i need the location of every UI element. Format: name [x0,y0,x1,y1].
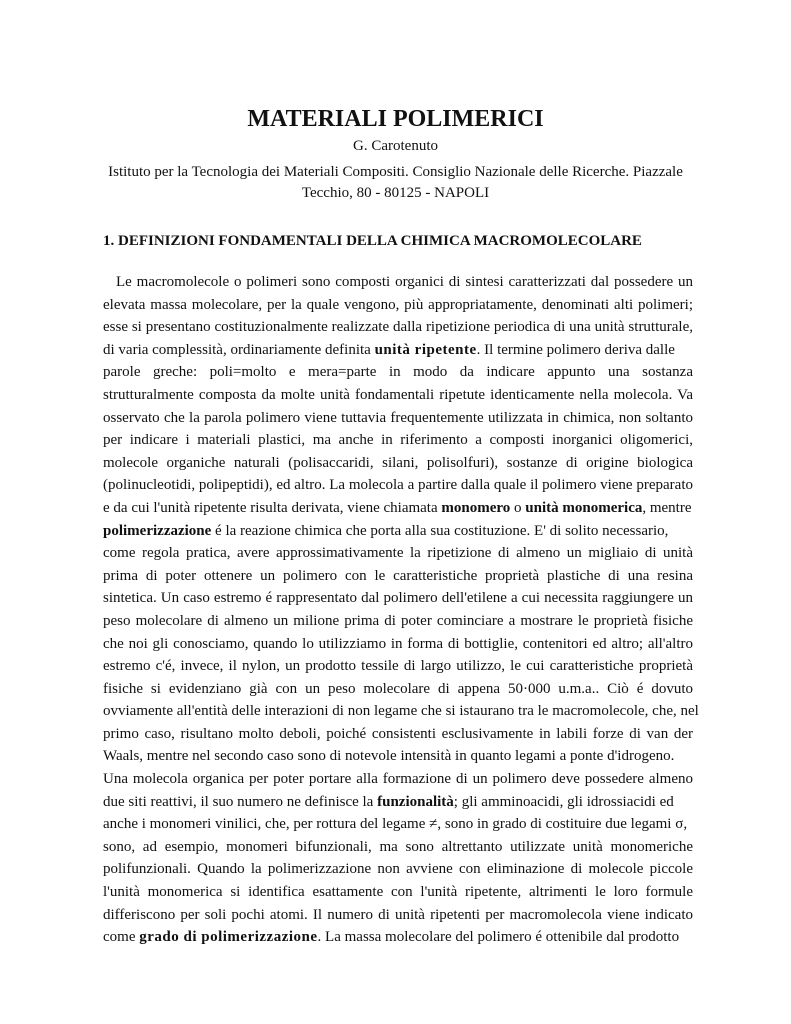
paragraph-line: differiscono per soli pochi atomi. Il numero di unità ripetenti per macromolecola viene indicato [103,906,693,923]
term-monomero: monomero [441,499,511,516]
paragraph-line: fisiche si evidenziano già con un peso molecolare di appena 50·000 u.m.a.. Ciò é dovuto [103,680,693,697]
paragraph-line [103,339,693,362]
paragraph-line: ovviamente all'entità delle interazioni di non legame che si istaurano tra le macromolecole, che, nel [103,703,699,720]
term-unita-monomerica: unità monomerica [525,499,643,516]
paragraph-line: sono, ad esempio, monomeri bifunzionali, ma sono altrettanto utilizzate unità monomeriche [103,838,693,855]
paragraph-line: esse si presentano costituzionalmente realizzate dalla ripetizione periodica di una unità strutturale, [103,319,693,336]
author-name: G. Carotenuto [353,138,438,154]
paragraph-line: osservato che la parola polimero viene tuttavia frequentemente utilizzata in chimica, non soltanto [103,409,693,426]
paragraph-line: strutturalmente composta da molte unità fondamentali ripetute identicamente nella molecola. Va [103,386,693,403]
paragraph-line [103,926,693,949]
text-run: di varia complessità, ordinariamente definita [103,341,375,358]
text-run: . Il termine polimero deriva dalle [476,341,675,358]
text-run: come [103,929,140,946]
paragraph-line: Una molecola organica per poter portare alla formazione di un polimero deve possedere almeno [103,771,693,788]
paragraph-line: peso molecolare di almeno un milione prima di poter cominciare a mostrare le proprietà fisiche [103,612,693,629]
text-run: e da cui l'unità ripetente risulta derivata, viene chiamata [103,499,442,516]
text-run: é la reazione chimica che porta alla sua costituzione. E' di solito necessario, [211,522,669,539]
text-run: . La massa molecolare del polimero é ottenibile dal prodotto [317,929,680,946]
affiliation-line-2: Tecchio, 80 - 80125 - NAPOLI [301,185,490,201]
term-funzionalita: funzionalità [377,793,454,810]
paragraph-line: per indicare i materiali plastici, ma anche in riferimento a composti inorganici oligomerici, [103,432,693,449]
text-run: , mentre [642,499,692,516]
paragraph-line: primo caso, risultano molto deboli, poiché consistenti esclusivamente in labili forze di van der [103,725,693,742]
affiliation-line-1: Istituto per la Tecnologia dei Materiali Compositi. Consiglio Nazionale delle Ricerche. Piazzale [108,164,683,180]
paragraph-line: come regola pratica, avere approssimativamente la ripetizione di almeno un migliaio di unità [103,545,693,562]
paragraph-line: parole greche: poli=molto e mera=parte in modo da indicare appunto una sostanza [103,364,693,381]
paragraph-line [103,497,693,520]
paragraph-line: che noi gli conosciamo, quando lo utilizziamo in forma di bottiglie, contenitori ed altro; all'altro [103,635,693,652]
text-run: due siti reattivi, il suo numero ne definisce la [103,793,378,810]
paragraph-line: elevata massa molecolare, per la quale vengono, più appropriatamente, denominati alti polimeri; [103,296,693,313]
paragraph-line [103,520,693,543]
section-heading: 1. DEFINIZIONI FONDAMENTALI DELLA CHIMICA MACROMOLECOLARE [103,233,642,249]
paragraph-line: sintetica. Un caso estremo é rappresentato dal polimero dell'etilene a cui necessita raggiungere un [103,590,693,607]
term-unita-ripetente: unità ripetente [374,341,477,358]
paragraph-line: Le macromolecole o polimeri sono composti organici di sintesi caratterizzati dal possedere un [116,274,693,290]
paragraph-line: polifunzionali. Quando la polimerizzazione non avviene con eliminazione di molecole piccole [103,861,693,878]
term-grado-di-polimerizzazione: grado di polimerizzazione [139,929,318,946]
text-run: ; gli amminoacidi, gli idrossiacidi ed [453,793,674,810]
text-run: o [510,499,526,516]
body-paragraph [103,271,699,949]
paragraph-line: Waals, mentre nel secondo caso sono di notevole intensità in quanto legami a ponte d'idrogeno. [103,748,675,765]
paragraph-line [103,791,693,814]
paper-title: MATERIALI POLIMERICI [247,106,544,132]
paragraph-line: l'unità monomerica si identifica esattamente con l'unità ripetente, altrimenti le loro formule [103,884,693,901]
paragraph-line: anche i monomeri vinilici, che, per rottura del legame ≠, sono in grado di costituire due legami σ, [103,816,688,833]
paragraph-line: prima di poter ottenere un polimero con le caratteristiche proprietà plastiche di una resina [103,567,693,584]
paragraph-line: estremo c'é, invece, il nylon, un prodotto tessile di largo utilizzo, le cui caratteristiche proprietà [103,658,693,675]
term-polimerizzazione: polimerizzazione [103,522,212,539]
paragraph-line: (polinucleotidi, polipeptidi), ed altro. La molecola a partire dalla quale il polimero viene preparato [103,477,693,494]
paragraph-line: molecole organiche naturali (polisaccaridi, silani, polisolfuri), sostanze di origine biologica [103,454,693,471]
